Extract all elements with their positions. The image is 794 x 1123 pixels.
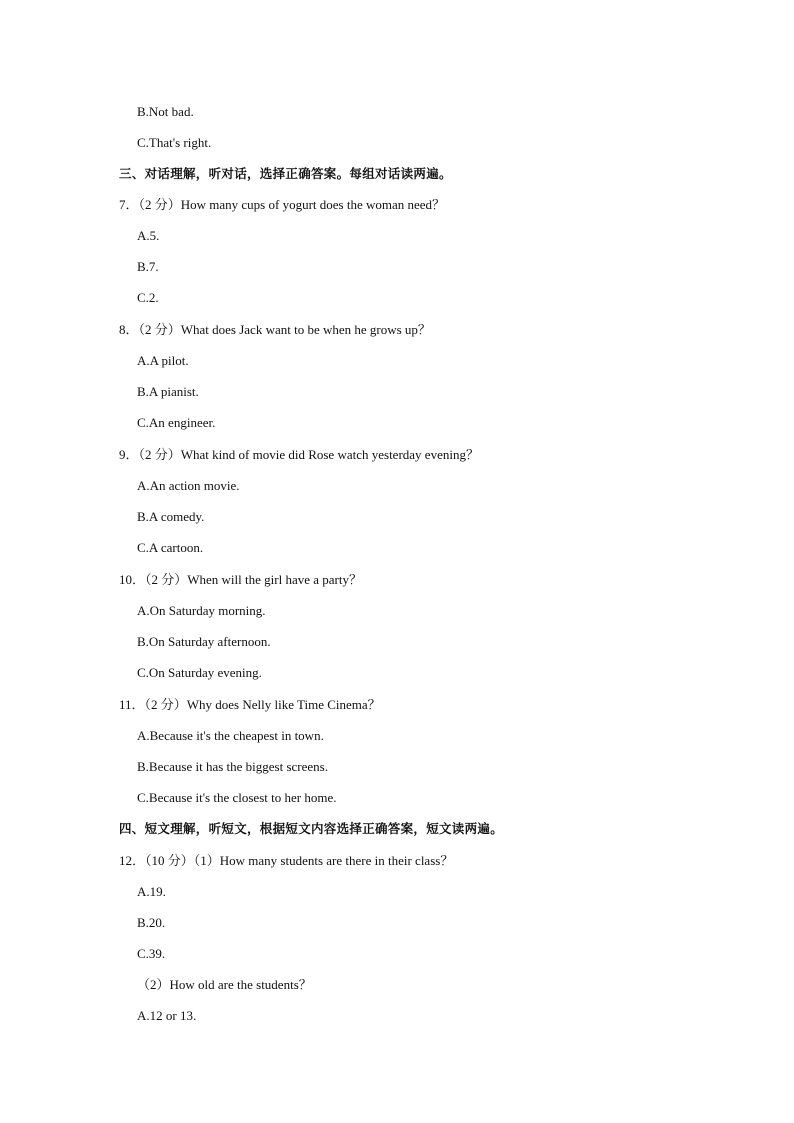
option-a: A.19. [137,884,166,899]
option-a: A.On Saturday morning. [137,603,266,618]
section-header: 四、短文理解，听短文，根据短文内容选择正确答案，短文读两遍。 [119,821,504,836]
option-c: C.That's right. [137,135,212,150]
option-a: A.12 or 13. [137,1008,197,1023]
option-a: A.An action movie. [137,478,240,493]
question-stem: 11．（2 分）Why does Nelly like Time Cinema？ [119,697,381,712]
sub-question-stem: （2）How old are the students？ [137,977,312,992]
option-c: C.2. [137,290,159,305]
option-b: B.20. [137,915,166,930]
question-stem: 7．（2 分）How many cups of yogurt does the woman need？ [119,197,446,212]
option-c: C.39. [137,946,166,961]
section-header: 三、对话理解，听对话，选择正确答案。每组对话读两遍。 [119,166,452,181]
option-a: A.5. [137,228,160,243]
question-stem: 9．（2 分）What kind of movie did Rose watch yesterday evening？ [119,447,479,462]
question-stem: 8．（2 分）What does Jack want to be when he grows up？ [119,322,431,337]
option-c: C.On Saturday evening. [137,665,262,680]
question-stem: 10．（2 分）When will the girl have a party？ [119,572,362,587]
option-b: B.Not bad. [137,104,194,119]
option-a: A.Because it's the cheapest in town. [137,728,324,743]
option-c: C.A cartoon. [137,540,204,555]
option-c: C.Because it's the closest to her home. [137,790,337,805]
option-b: B.A pianist. [137,384,199,399]
option-a: A.A pilot. [137,353,189,368]
option-b: B.A comedy. [137,509,205,524]
option-b: B.Because it has the biggest screens. [137,759,328,774]
option-c: C.An engineer. [137,415,216,430]
question-stem: 12．（10 分）（1）How many students are there in their class？ [119,853,454,868]
option-b: B.7. [137,259,159,274]
option-b: B.On Saturday afternoon. [137,634,271,649]
